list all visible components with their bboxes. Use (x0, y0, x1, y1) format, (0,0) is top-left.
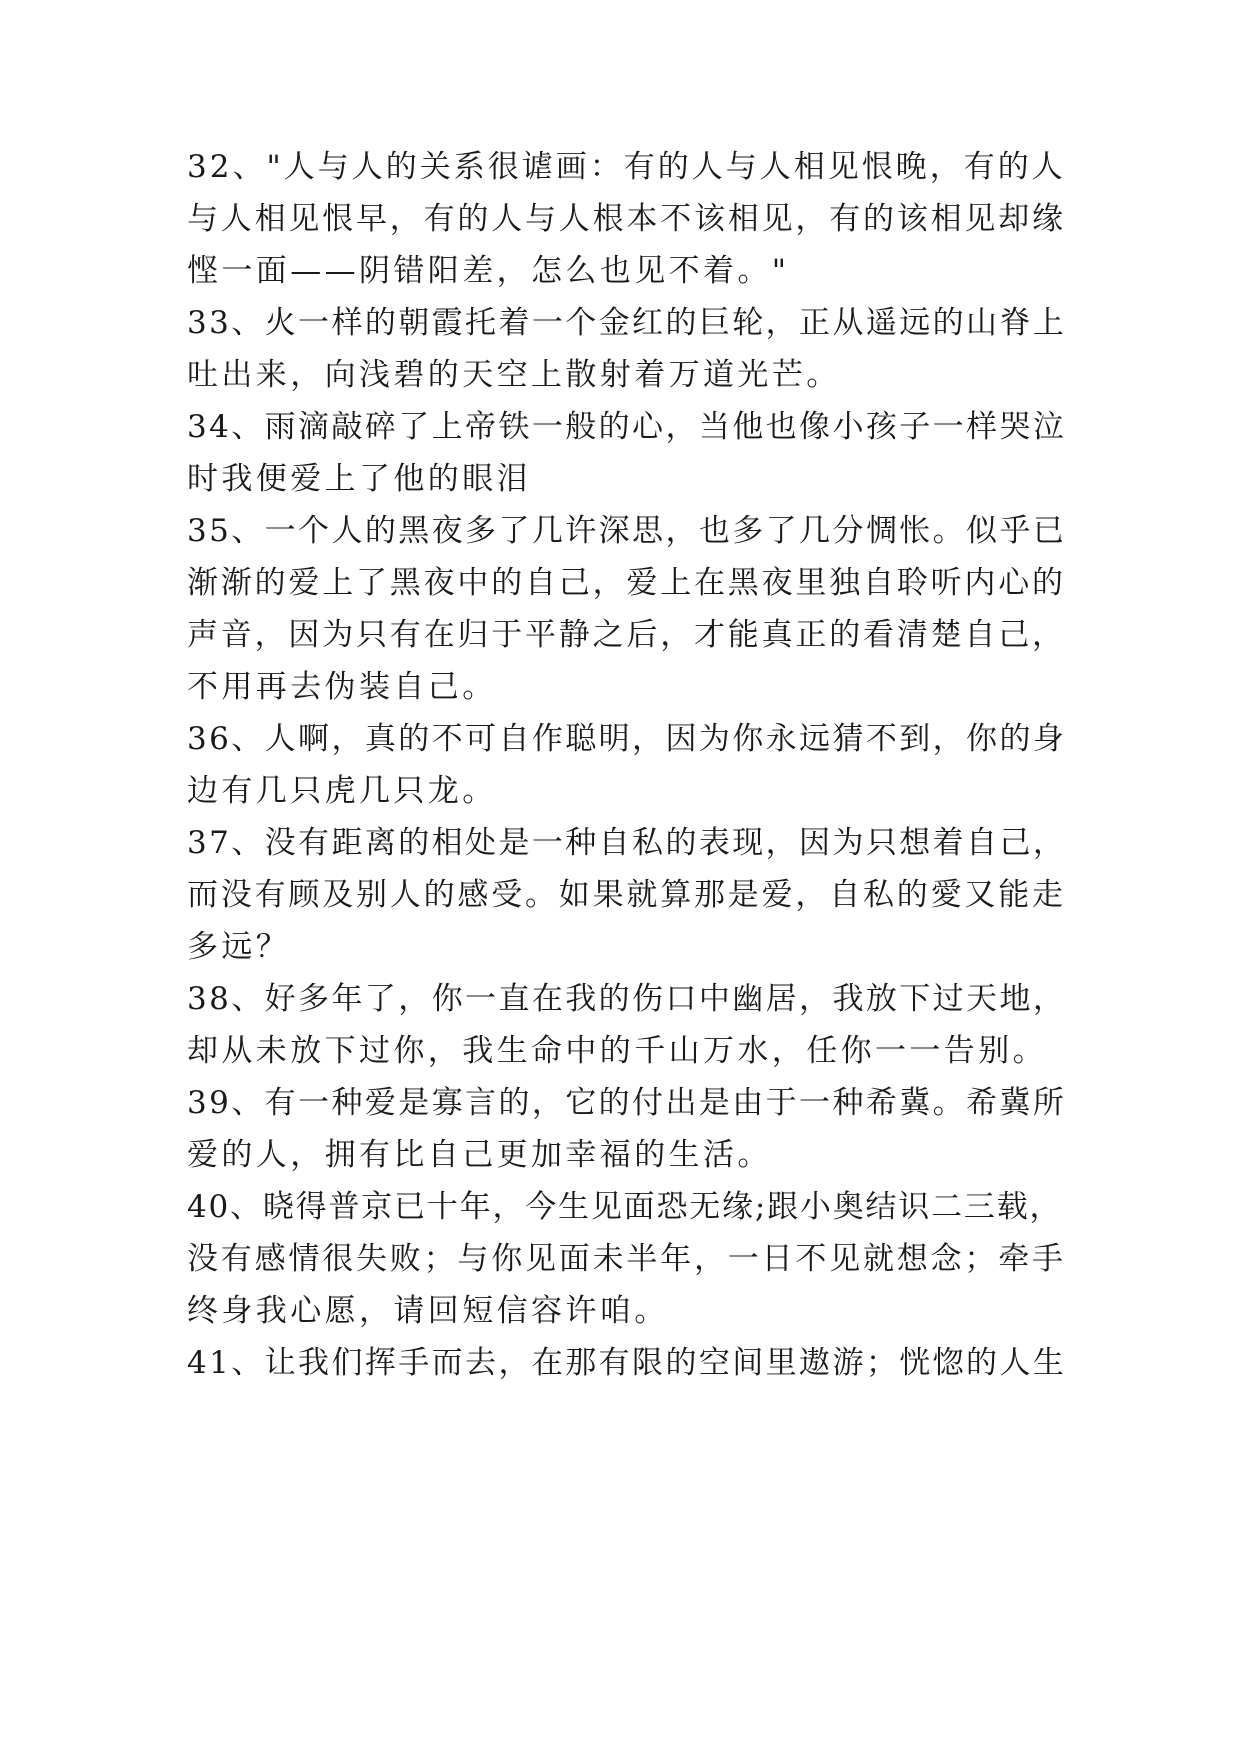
text-line: 边有几只虎几只龙。 (187, 773, 497, 809)
text-line: 40、晓得普京已十年，今生见面恐无缘;跟小奥结识二三载， (187, 1189, 1063, 1225)
text-line: 时我便爱上了他的眼泪 (187, 461, 531, 497)
text-line: 与人相见恨早，有的人与人根本不该相见，有的该相见却缘 (187, 201, 1066, 237)
text-line: 35、一个人的黑夜多了几许深思，也多了几分惆怅。似乎已 (187, 513, 1067, 549)
text-line: 吐出来，向浅碧的天空上散射着万道光芒。 (187, 357, 841, 393)
text-line: 而没有顾及别人的感受。如果就算那是爱，自私的愛又能走 (187, 877, 1066, 913)
text-line: 32、"人与人的关系很谑画：有的人与人相见恨晚，有的人 (187, 149, 1066, 185)
text-line: 却从未放下过你，我生命中的千山万水，任你一一告别。 (187, 1033, 1047, 1069)
text-line: 终身我心愿，请回短信容许咱。 (187, 1293, 669, 1329)
text-line: 悭一面——阴错阳差，怎么也见不着。" (187, 253, 790, 289)
text-line: 38、好多年了，你一直在我的伤口中幽居，我放下过天地， (187, 981, 1067, 1017)
text-line: 爱的人，拥有比自己更加幸福的生活。 (187, 1137, 772, 1173)
text-line: 39、有一种爱是寡言的，它的付出是由于一种希冀。希冀所 (187, 1085, 1067, 1121)
text-line: 34、雨滴敲碎了上帝铁一般的心，当他也像小孩子一样哭泣 (187, 409, 1067, 445)
text-line: 声音，因为只有在归于平静之后，才能真正的看清楚自己， (187, 617, 1066, 653)
text-line: 36、人啊，真的不可自作聪明，因为你永远猜不到，你的身 (187, 721, 1067, 757)
text-line: 41、让我们挥手而去，在那有限的空间里遨游；恍惚的人生 (187, 1345, 1067, 1381)
text-line: 37、没有距离的相处是一种自私的表现，因为只想着自己， (187, 825, 1067, 861)
text-line: 渐渐的爱上了黑夜中的自己，爱上在黑夜里独自聆听内心的 (187, 565, 1066, 601)
text-line: 不用再去伪装自己。 (187, 669, 497, 705)
text-line: 没有感情很失败；与你见面未半年，一日不见就想念；牵手 (187, 1241, 1066, 1277)
text-line: 33、火一样的朝霞托着一个金红的巨轮，正从遥远的山脊上 (187, 305, 1067, 341)
text-line: 多远？ (187, 929, 291, 965)
